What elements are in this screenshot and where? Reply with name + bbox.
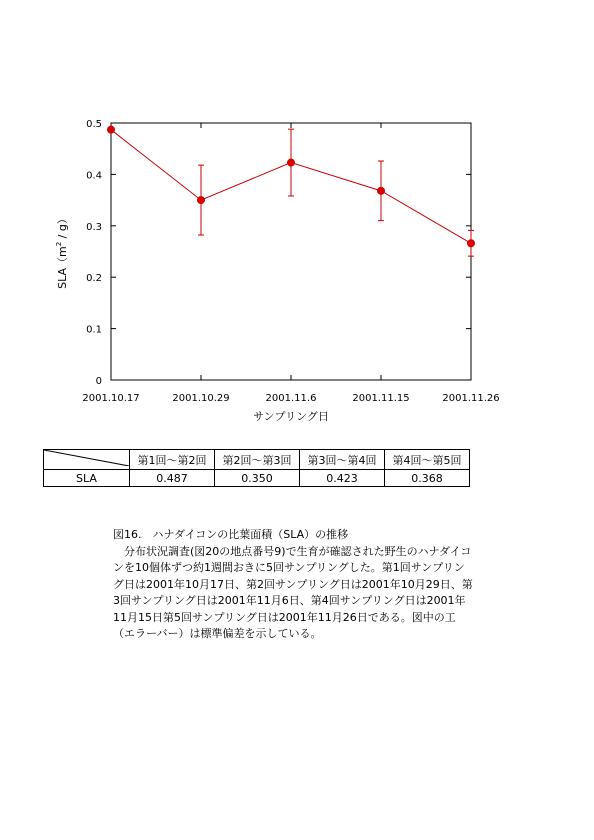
x-tick-label: 2001.10.17 <box>82 393 140 404</box>
caption-title: 図16. ハナダイコンの比葉面積（SLA）の推移 <box>113 528 349 541</box>
x-axis-title: サンプリング日 <box>253 410 329 423</box>
y-tick-label: 0.1 <box>86 324 102 336</box>
table-header-row <box>44 450 470 470</box>
data-point <box>378 187 385 194</box>
caption-body: 分布状況調査(図20の地点番号9)で生育が確認された野生のハナダイコンを10個体ずつ約1週間おきに5回サンプリングした。第1回サンプリング日は2001年10月17日、第2回サンプリング日は2001年10月29日、第3回サンプリング日は2001年11月6日、第4回サンプリング日は2001年11月15日第5回サンプリング日は2001年11月26日である。図中の工（エラーバー）は標準偏差を示している。 <box>113 544 473 640</box>
y-tick-label: 0.4 <box>86 170 102 182</box>
table-cell: 0.487 <box>130 470 215 487</box>
table-header: 第2回〜第3回 <box>215 450 300 470</box>
x-tick-label: 2001.11.26 <box>442 393 500 404</box>
sla-series <box>108 126 475 256</box>
y-axis-title-suffix: / g） <box>56 213 69 242</box>
table-row-label: SLA <box>44 470 130 487</box>
y-axis-title-prefix: SLA（m <box>56 246 69 289</box>
x-tick-label: 2001.10.29 <box>172 393 230 404</box>
y-axis <box>86 119 471 387</box>
y-tick-label: 0.2 <box>86 273 102 285</box>
table-cell: 0.350 <box>215 470 300 487</box>
table-header: 第1回〜第2回 <box>130 450 215 470</box>
diagonal-line <box>44 450 129 466</box>
y-tick-label: 0.3 <box>86 221 102 233</box>
table-cell: 0.423 <box>300 470 385 487</box>
data-point <box>468 240 475 247</box>
x-tick-label: 2001.11.6 <box>265 393 317 404</box>
x-tick-label: 2001.11.15 <box>352 393 410 404</box>
table-cell: 0.368 <box>385 470 470 487</box>
data-point <box>288 159 295 166</box>
y-axis-title-sup: 2 <box>55 241 63 247</box>
table-corner-cell <box>44 450 130 470</box>
data-point <box>198 197 205 204</box>
table-header: 第3回〜第4回 <box>300 450 385 470</box>
y-axis-title <box>55 213 69 289</box>
figure-caption <box>113 527 473 643</box>
y-tick-label: 0.5 <box>86 119 102 130</box>
y-tick-label: 0 <box>95 376 102 387</box>
table-row <box>44 470 470 487</box>
sla-table <box>43 449 470 487</box>
data-point <box>108 126 115 133</box>
table-header: 第4回〜第5回 <box>385 450 470 470</box>
